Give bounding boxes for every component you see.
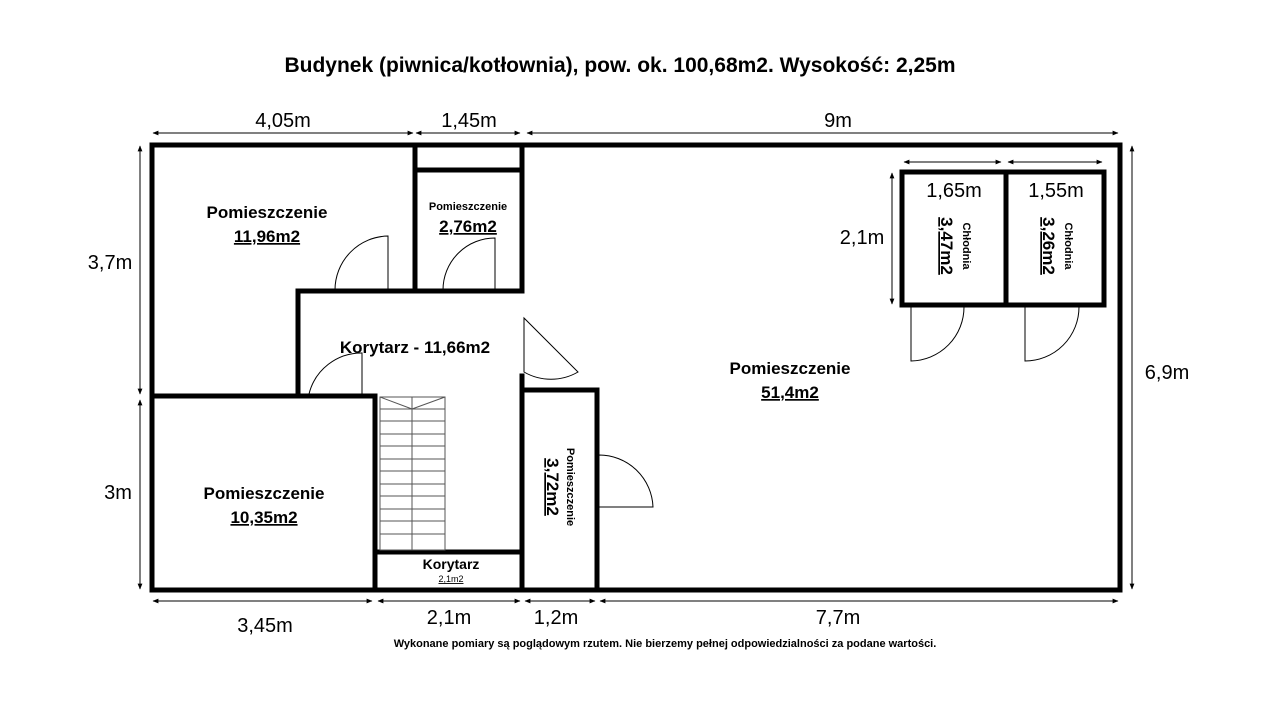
dim-cold-height: 2,1m bbox=[839, 227, 885, 249]
room5-name: Pomieszczenie bbox=[729, 359, 851, 378]
dim-bottom-4: 7,7m bbox=[815, 607, 861, 629]
cold1-name: Chłodnia bbox=[960, 222, 972, 270]
dim-top-right: 9m bbox=[824, 110, 852, 132]
dimension-labels bbox=[88, 110, 1189, 637]
dim-left-lower: 3m bbox=[104, 482, 132, 504]
stairs bbox=[380, 397, 445, 550]
dim-cold2-width: 1,55m bbox=[1028, 180, 1084, 202]
doors bbox=[309, 236, 1079, 507]
plan-title: Budynek (piwnica/kotłownia), pow. ok. 100,68m2. Wysokość: 2,25m bbox=[284, 54, 956, 77]
room4-area: 3,72m2 bbox=[543, 458, 562, 516]
door-corridor-room5 bbox=[524, 318, 578, 379]
corridor2-area: 2,1m2 bbox=[438, 574, 464, 584]
room2-name: Pomieszczenie bbox=[428, 201, 508, 213]
dim-left-upper: 3,7m bbox=[87, 252, 133, 274]
door-room2 bbox=[443, 238, 495, 290]
corridor1-name: Korytarz - 11,66m2 bbox=[339, 338, 491, 357]
room1-area: 11,96m2 bbox=[233, 227, 301, 246]
room-labels bbox=[204, 201, 1074, 584]
door-cold1 bbox=[911, 307, 964, 361]
dim-bottom-1: 3,45m bbox=[237, 615, 293, 637]
dim-bottom-2: 2,1m bbox=[426, 607, 472, 629]
room5-area: 51,4m2 bbox=[761, 383, 819, 402]
door-room3 bbox=[309, 353, 362, 394]
dim-top-mid: 1,45m bbox=[441, 110, 497, 132]
room4-name: Pomieszczenie bbox=[564, 447, 576, 527]
cold1-area: 3,47m2 bbox=[937, 217, 956, 275]
door-room4 bbox=[599, 455, 653, 507]
room2-area: 2,76m2 bbox=[439, 217, 497, 236]
corridor2-name: Korytarz bbox=[422, 556, 480, 572]
dim-bottom-3: 1,2m bbox=[533, 607, 579, 629]
room1-name: Pomieszczenie bbox=[206, 203, 328, 222]
room3-area: 10,35m2 bbox=[230, 508, 298, 527]
dim-top-left: 4,05m bbox=[255, 110, 311, 132]
door-cold2 bbox=[1025, 307, 1079, 361]
door-room1 bbox=[335, 236, 388, 290]
dim-right: 6,9m bbox=[1144, 362, 1190, 384]
cold2-area: 3,26m2 bbox=[1039, 217, 1058, 275]
cold2-name: Chłodnia bbox=[1062, 222, 1074, 270]
room3-name: Pomieszczenie bbox=[203, 484, 325, 503]
dim-cold1-width: 1,65m bbox=[926, 180, 982, 202]
disclaimer-note: Wykonane pomiary są poglądowym rzutem. Nie bierzemy pełnej odpowiedzialności za podane wartości. bbox=[393, 638, 937, 650]
